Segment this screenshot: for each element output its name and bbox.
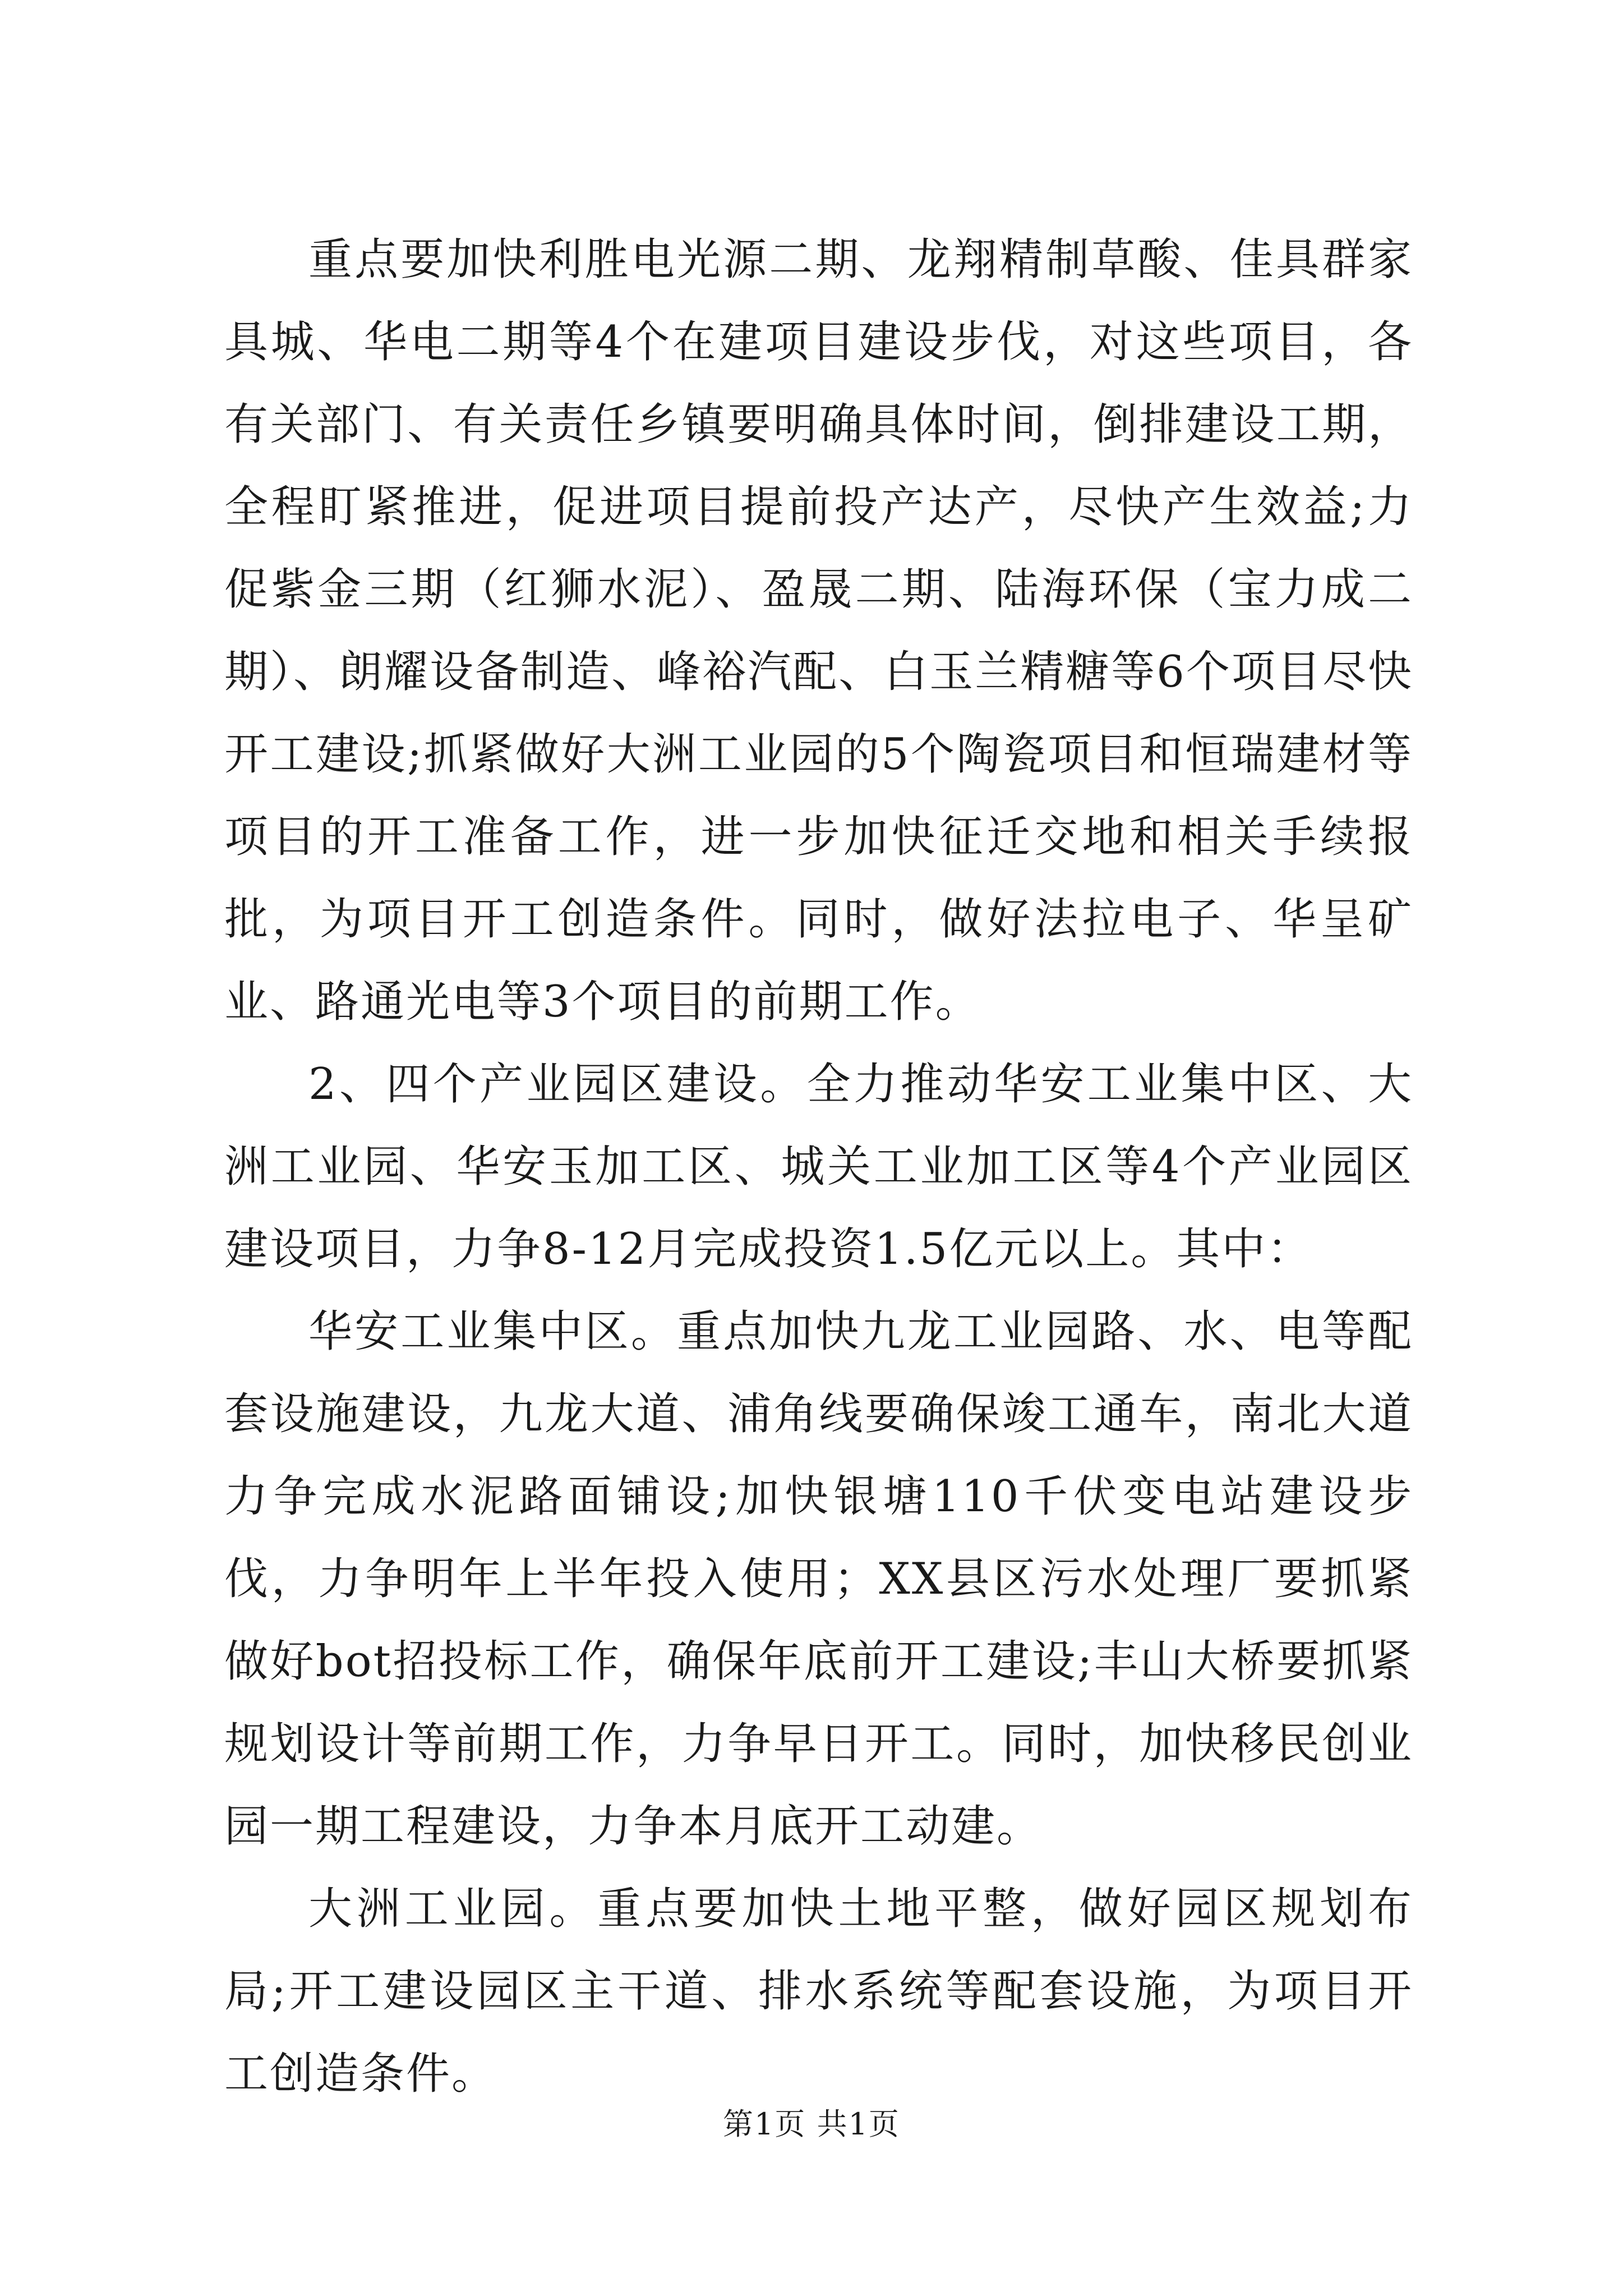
document-body bbox=[224, 219, 1413, 2115]
paragraph-key-projects: 重点要加快利胜电光源二期、龙翔精制草酸、佳具群家具城、华电二期等4个在建项目建设步伐，对这些项目，各有关部门、有关责任乡镇要明确具体时间，倒排建设工期，全程盯紧推进，促进项目提前投产达产，尽快产生效益;力促紫金三期（红狮水泥）、盈晟二期、陆海环保（宝力成二期）、朗耀设备制造、峰裕汽配、白玉兰精糖等6个项目尽快开工建设;抓紧做好大洲工业园的5个陶瓷项目和恒瑞建材等项目的开工准备工作，进一步加快征迁交地和相关手续报批，为项目开工创造条件。同时，做好法拉电子、华呈矿业、路通光电等3个项目的前期工作。 bbox=[224, 234, 1413, 1027]
paragraph-huaan-industrial-zone: 华安工业集中区。重点加快九龙工业园路、水、电等配套设施建设，九龙大道、浦角线要确保竣工通车，南北大道力争完成水泥路面铺设;加快银塘110千伏变电站建设步伐，力争明年上半年投入使用；XX县区污水处理厂要抓紧做好bot招投标工作，确保年底前开工建设;丰山大桥要抓紧规划设计等前期工作，力争早日开工。同时，加快移民创业园一期工程建设，力争本月底开工动建。 bbox=[224, 1306, 1413, 1852]
paragraph-dazhou-industrial-park: 大洲工业园。重点要加快土地平整，做好园区规划布局;开工建设园区主干道、排水系统等配套设施，为项目开工创造条件。 bbox=[224, 1884, 1413, 2099]
page-footer: 第1页 共1页 bbox=[723, 2106, 900, 2142]
paragraph-industrial-parks: 2、四个产业园区建设。全力推动华安工业集中区、大洲工业园、华安玉加工区、城关工业加工区等4个产业园区建设项目，力争8-12月完成投资1.5亿元以上。其中： bbox=[224, 1059, 1413, 1274]
